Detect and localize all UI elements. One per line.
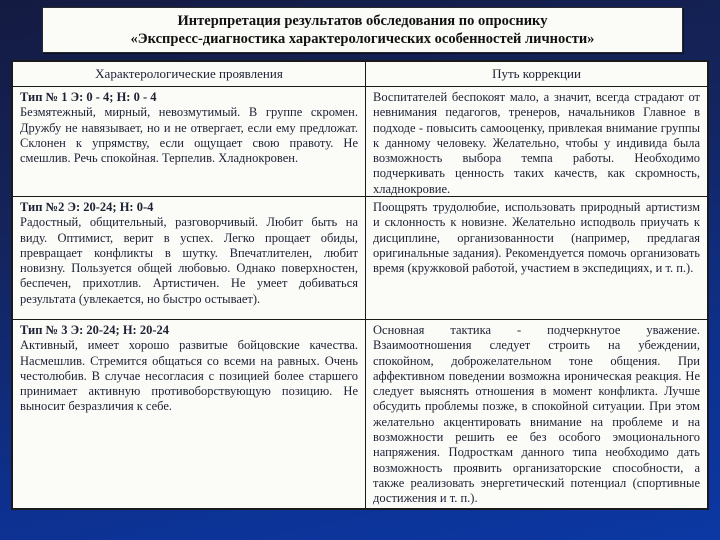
- cell-type1-correction: [366, 87, 707, 197]
- slide-title-line-1: Интерпретация результатов обследования по опроснику: [177, 13, 548, 29]
- cell-type1-manifestation: [13, 87, 366, 197]
- interpretation-table: [11, 60, 709, 510]
- type3-correction-text: Основная тактика - подчеркнутое уважение. Взаимоотношения следует строить на убеждении, спокойном, доброжелательном тоне общения. При аффективном поведении возможна ироническая реакция. Не следует выяснять отношения в момент конфликта. Лучше обсудить проблемы позже, в спокойной ситуации. При этом желательно акцентировать внимание на проблеме и на возможности решить ее без особого эмоционального напряжения. Подросткам данного типа необходимо дать возможность проявить организаторские способности, а также реализовать энергетический потенциал (спортивные достижения и т. п.).: [373, 323, 700, 506]
- cell-type3-manifestation: [13, 320, 366, 508]
- cell-type2-correction: [366, 197, 707, 320]
- cell-type3-correction: [366, 320, 707, 508]
- type1-manifestation-text: Безмятежный, мирный, невозмутимый. В группе скромен. Дружбу не навязывает, но и не отвергает, если ему предложат. Склонен к упрямству, если ощущает свою правоту. Не смешлив. Речь спокойная. Терпелив. Хладнокровен.: [20, 105, 358, 166]
- type1-correction-text: Воспитателей беспокоят мало, а значит, всегда страдают от невнимания педагогов, тренеров, начальников Главное в подходе - повысить самооценку, привлекая внимание группы к данному человеку. Желательно, чтобы у индивида была возможность выбора темпа работы. Необходимо подчеркивать ценность таких качеств, как скромность, хладнокровие.: [373, 90, 700, 196]
- slide-title-line-2: «Экспресс-диагностика характерологических особенностей личности»: [130, 31, 595, 47]
- column-header-correction: Путь коррекции: [366, 62, 707, 87]
- column-header-manifestations: Характерологические проявления: [13, 62, 366, 87]
- type3-label: Тип № 3 Э: 20-24; Н: 20-24: [20, 323, 170, 337]
- type1-label: Тип № 1 Э: 0 - 4; Н: 0 - 4: [20, 90, 157, 104]
- type2-correction-text: Поощрять трудолюбие, использовать природный артистизм и склонность к новизне. Желательно исподволь приучать к дисциплине, организованности (например, предлагая оригинальные задания). Рекомендуется помочь организовать время (кружковой работой, участием в экспедициях, и т. п.).: [373, 200, 700, 276]
- type2-manifestation-text: Радостный, общительный, разговорчивый. Любит быть на виду. Оптимист, верит в успех. Легко прощает обиды, превращает конфликты в шутку. Впечатлителен, любит новизну. Пользуется общей любовью. Однако поверхностен, беспечен, прихотлив. Артистичен. Не умеет добиваться результата (увлекается, но быстро остывает).: [20, 215, 358, 306]
- type3-manifestation-text: Активный, имеет хорошо развитые бойцовские качества. Насмешлив. Стремится общаться со всеми на равных. Очень честолюбив. В случае несогласия с позицией более старшего принимает активную противоборствующую позицию. Не выносит безразличия к себе.: [20, 338, 358, 414]
- cell-type2-manifestation: [13, 197, 366, 320]
- type2-label: Тип №2 Э: 20-24; Н: 0-4: [20, 200, 154, 214]
- slide-title: [42, 7, 683, 53]
